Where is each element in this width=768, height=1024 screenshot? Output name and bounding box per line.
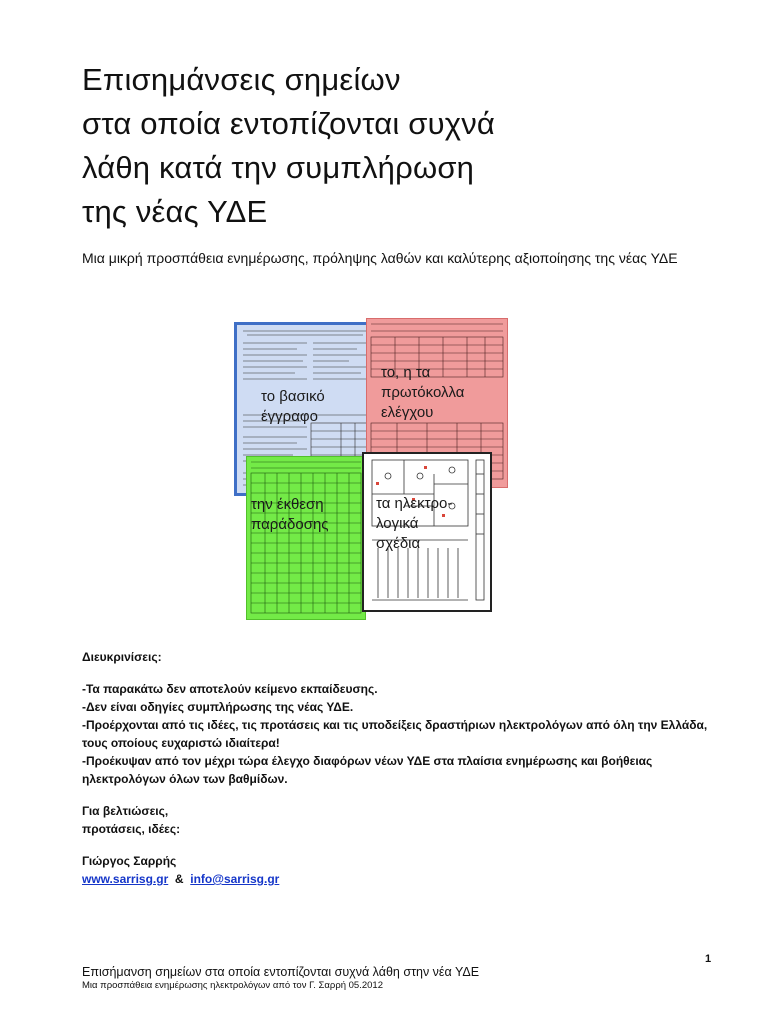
- author-name: Γιώργος Σαρρής: [82, 854, 177, 868]
- clarifications-heading: Διευκρινίσεις:: [82, 650, 162, 664]
- delivery-report-thumbnail: [246, 456, 366, 620]
- clarification-item: -Προέκυψαν από τον μέχρι τώρα έλεγχο διαφόρων νέων ΥΔΕ στα πλαίσια ενημέρωσης και βοήθειας ηλεκτρολόγων όλων των βαθμίδων.: [82, 754, 653, 786]
- delivery-report-label: την έκθεση παράδοσης: [251, 496, 329, 533]
- protocols-label: το, η τα πρωτόκολλα ελέγχου: [381, 364, 465, 421]
- clarification-item: -Τα παρακάτω δεν αποτελούν κείμενο εκπαίδευσης.: [82, 682, 378, 696]
- form-grid-graphic: [247, 457, 365, 619]
- clarification-item: -Προέρχονται από τις ιδέες, τις προτάσεις και τις υποδείξεις δραστήριων ηλεκτρολόγων από όλη την Ελλάδα, τους οποίους ευχαριστώ ιδιαίτερα!: [82, 718, 708, 750]
- contact-line: [82, 870, 722, 888]
- electrical-drawings-label: τα ηλεκτρο- λογικά σχέδια: [376, 495, 453, 552]
- footer-title: Επισήμανση σημείων στα οποία εντοπίζονται συχνά λάθη στην νέα ΥΔΕ: [82, 965, 480, 979]
- website-link[interactable]: www.sarrisg.gr: [82, 872, 169, 886]
- page-number: 1: [705, 953, 712, 965]
- footer-subtitle: Μια προσπάθεια ενημέρωσης ηλεκτρολόγων από τον Γ. Σαρρή 05.2012: [82, 980, 383, 991]
- clarification-item: -Δεν είναι οδηγίες συμπλήρωσης της νέας ΥΔΕ.: [82, 700, 354, 714]
- title-line: στα οποία εντοπίζονται συχνά: [82, 106, 496, 141]
- email-link[interactable]: info@sarrisg.gr: [190, 872, 280, 886]
- feedback-line: προτάσεις, ιδέες:: [82, 822, 181, 836]
- title-line: της νέας ΥΔΕ: [82, 194, 268, 229]
- title-line: λάθη κατά την συμπλήρωση: [82, 150, 475, 185]
- subtitle: Μια μικρή προσπάθεια ενημέρωσης, πρόληψης λαθών και καλύτερης αξιοποίησης της νέας ΥΔΕ: [82, 250, 678, 266]
- basic-document-label: το βασικό έγγραφο: [261, 388, 325, 425]
- title-line: Επισημάνσεις σημείων: [82, 62, 401, 97]
- contact-separator: &: [174, 872, 184, 886]
- clarifications-section: [82, 648, 722, 888]
- document-title: [82, 58, 495, 234]
- feedback-line: Για βελτιώσεις,: [82, 804, 169, 818]
- electrical-drawings-thumbnail: [362, 452, 492, 612]
- forms-collage: [232, 318, 510, 618]
